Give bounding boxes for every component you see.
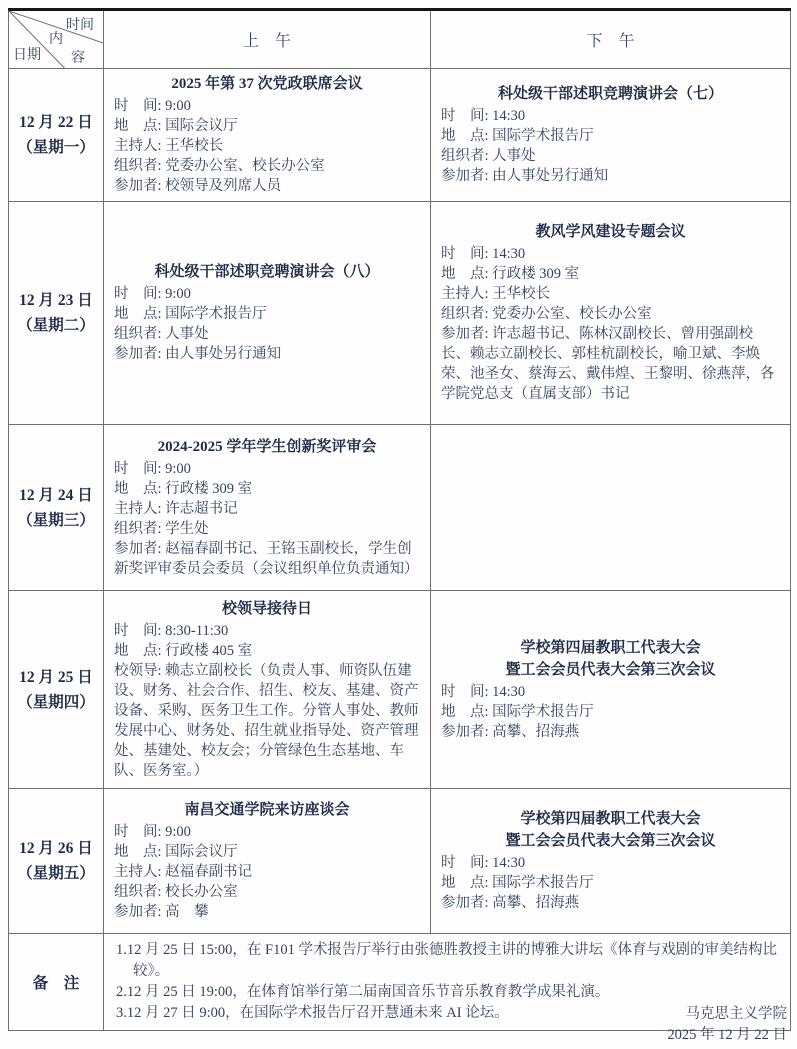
note-item: 1.12 月 25 日 15:00，在 F101 学术报告厅举行由张德胜教授主讲的博雅大讲坛《体育与戏剧的审美结构比较》。 [116, 942, 777, 979]
session-title: 南昌交通学院来访座谈会 [184, 802, 350, 818]
session-line: 地 点: 行政楼 309 室 [441, 266, 580, 282]
session-line: 组织者: 人事处 [441, 148, 536, 164]
header-corner-cell [9, 10, 104, 69]
session-line: 地 点: 国际学术报告厅 [441, 875, 594, 891]
session-line: 主持人: 赵福春副书记 [114, 864, 253, 880]
table-row [9, 69, 791, 202]
session-line: 组织者: 校长办公室 [114, 884, 238, 900]
session-line: 主持人: 王华校长 [441, 286, 551, 302]
session-line: 时 间: 9:00 [114, 460, 191, 477]
session-line: 地 点: 国际会议厅 [114, 844, 238, 860]
session-title: 校领导接待日 [221, 600, 312, 617]
table-row [9, 202, 791, 425]
session-cell-morning [104, 69, 431, 202]
session-line: 地 点: 行政楼 405 室 [114, 642, 253, 659]
notes-label: 备 注 [9, 934, 104, 1031]
session-title: 科处级干部述职竞聘演讲会（七） [497, 86, 723, 102]
date-text: 12 月 23 日 [19, 292, 93, 309]
weekday-text: （星期一） [17, 139, 95, 156]
session-line: 时 间: 14:30 [441, 246, 526, 262]
date-cell-thu [9, 591, 104, 789]
session-line: 组织者: 党委办公室、校长办公室 [114, 158, 325, 174]
session-title: 教风学风建设专题会议 [535, 224, 686, 240]
session-title-line2: 暨工会会员代表大会第三次会议 [505, 833, 716, 849]
session-line: 校领导: 赖志立副校长（负责人事、师资队伍建设、财务、社会合作、招生、校友、基建、资产设备、采购、医务卫生工作。分管人事处、教师发展中心、财务处、招生就业指导处、资产管理处、基建处、校友会；分管绿色生态基地、车队、医务室。） [114, 662, 419, 779]
note-item: 2.12 月 25 日 19:00，在体育馆举行第二届南国音乐节音乐教育教学成果礼演。 [116, 984, 610, 1000]
session-cell-afternoon [431, 69, 791, 202]
session-cell-afternoon [431, 591, 791, 789]
session-line: 参加者: 校领导及列席人员 [114, 178, 282, 194]
session-line: 参加者: 高 攀 [114, 904, 209, 920]
session-line: 地 点: 国际学术报告厅 [441, 128, 594, 144]
session-line: 时 间: 9:00 [114, 286, 191, 302]
note-item: 3.12 月 27 日 9:00，在国际学术报告厅召开慧通未来 AI 论坛。 [116, 1005, 509, 1021]
date-text: 12 月 25 日 [19, 668, 93, 686]
date-cell-wed [9, 425, 104, 591]
session-line: 主持人: 许志超书记 [114, 500, 238, 517]
session-cell-afternoon [431, 202, 791, 425]
table-row [9, 591, 791, 789]
session-line: 地 点: 国际会议厅 [114, 118, 238, 134]
session-title: 科处级干部述职竞聘演讲会（八） [154, 264, 380, 280]
issue-date: 2025 年 12 月 22 日 [667, 1027, 787, 1043]
session-line: 时 间: 9:00 [114, 98, 191, 114]
session-line: 地 点: 行政楼 309 室 [114, 480, 253, 497]
weekday-text: （星期五） [17, 865, 95, 882]
table-row [9, 425, 791, 591]
signature-block [667, 1004, 787, 1046]
session-cell-morning [104, 425, 431, 591]
corner-label-date: 日期 [13, 48, 41, 63]
corner-label-content-top: 内 [49, 32, 63, 47]
column-header-afternoon: 下 午 [431, 10, 791, 69]
date-cell-mon [9, 69, 104, 202]
session-cell-afternoon [431, 789, 791, 934]
session-title: 2025 年第 37 次党政联席会议 [171, 76, 363, 92]
weekday-text: （星期二） [17, 317, 95, 334]
session-line: 组织者: 学生处 [114, 520, 209, 537]
session-line: 主持人: 王华校长 [114, 138, 224, 154]
session-line: 时 间: 14:30 [441, 108, 526, 124]
weekday-text: （星期四） [17, 693, 95, 711]
date-cell-fri [9, 789, 104, 934]
session-title: 学校第四届教职工代表大会 [520, 639, 701, 656]
issuing-org: 马克思主义学院 [685, 1006, 787, 1022]
session-title: 学校第四届教职工代表大会 [520, 811, 701, 827]
date-text: 12 月 24 日 [19, 486, 93, 504]
session-cell-morning [104, 202, 431, 425]
session-title-line2: 暨工会会员代表大会第三次会议 [505, 661, 716, 678]
session-line: 时 间: 9:00 [114, 824, 191, 840]
session-line: 参加者: 由人事处另行通知 [114, 346, 282, 362]
session-line: 地 点: 国际学术报告厅 [114, 306, 267, 322]
weekday-text: （星期三） [17, 511, 95, 529]
table-row [9, 789, 791, 934]
session-line: 组织者: 人事处 [114, 326, 209, 342]
column-header-morning: 上 午 [104, 10, 431, 69]
session-line: 参加者: 高攀、招海燕 [441, 895, 580, 911]
session-line: 时 间: 14:30 [441, 855, 526, 871]
date-text: 12 月 22 日 [19, 114, 93, 131]
session-cell-empty [431, 425, 791, 591]
session-cell-morning [104, 591, 431, 789]
session-line: 参加者: 许志超书记、陈林汉副校长、曾用强副校长、赖志立副校长、郭桂杭副校长，喻卫斌、李焕荣、池圣女、蔡海云、戴伟煌、王黎明、徐燕萍，各学院党总支（直属支部）书记 [441, 326, 775, 402]
corner-label-content-bottom: 容 [71, 51, 85, 66]
date-cell-tue [9, 202, 104, 425]
date-text: 12 月 26 日 [19, 840, 93, 857]
session-title: 2024-2025 学年学生创新奖评审会 [157, 438, 377, 455]
session-line: 参加者: 高攀、招海燕 [441, 723, 580, 740]
session-line: 参加者: 赵福春副书记、王铭玉副校长，学生创新奖评审委员会委员（会议组织单位负责通知） [114, 540, 419, 577]
session-line: 参加者: 由人事处另行通知 [441, 168, 609, 184]
session-cell-morning [104, 789, 431, 934]
session-line: 组织者: 党委办公室、校长办公室 [441, 306, 652, 322]
session-line: 时 间: 14:30 [441, 683, 526, 700]
corner-label-time: 时间 [66, 18, 94, 33]
schedule-table [8, 8, 791, 1031]
session-line: 时 间: 8:30-11:30 [114, 622, 229, 639]
session-line: 地 点: 国际学术报告厅 [441, 703, 594, 720]
